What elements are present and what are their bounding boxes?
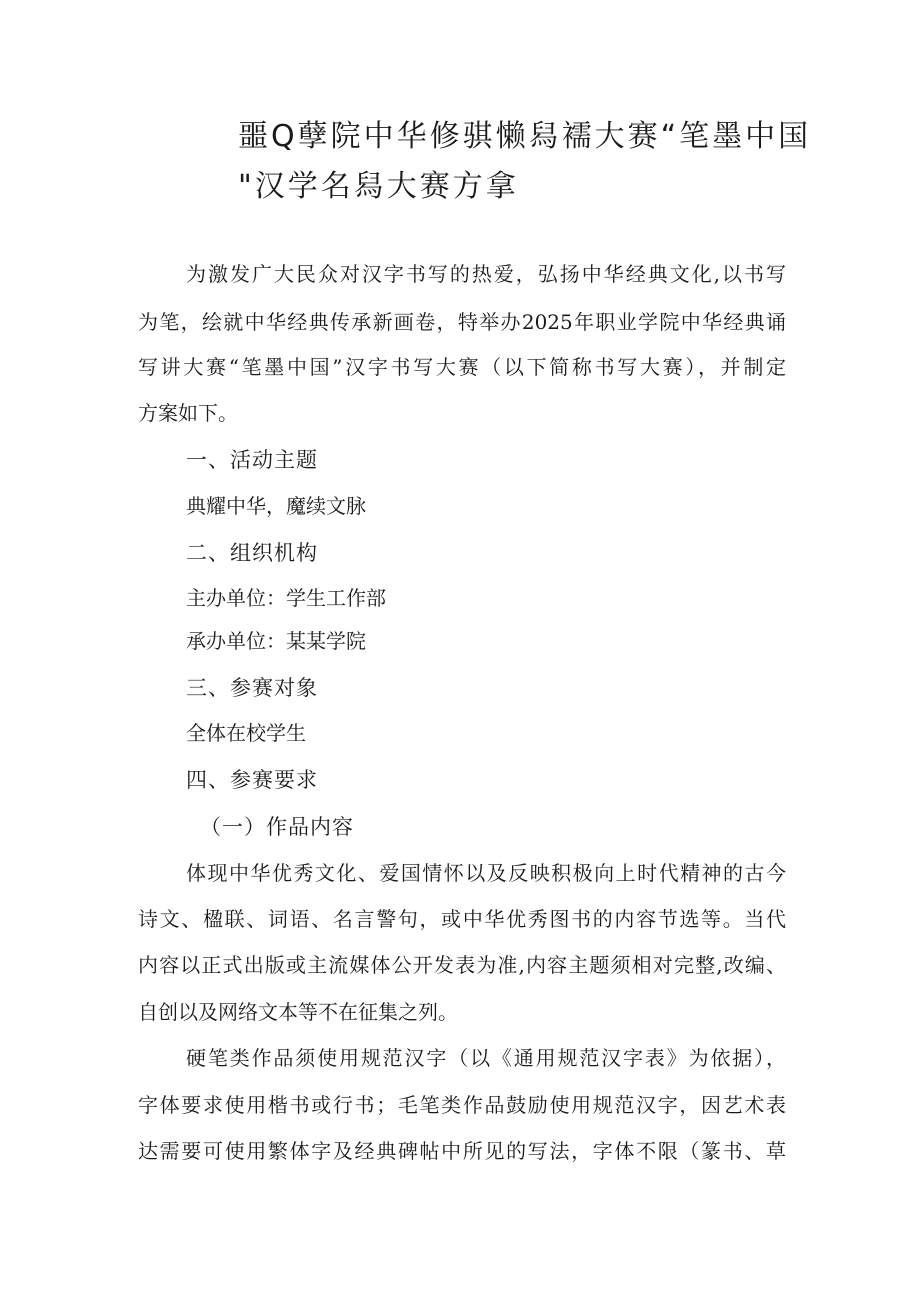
subsection-heading: （一）作品内容	[200, 815, 354, 839]
intro-line-3: 写讲大赛“笔墨中国”汉字书写大赛（以下简称书写大赛），并制定	[138, 355, 786, 379]
title-line-1: 噩Q孽院中华修骐懒舄襦大赛“笔墨中国	[238, 119, 812, 154]
intro-line-2: 为笔，绘就中华经典传承新画卷，特举办2025年职业学院中华经典诵	[138, 310, 786, 334]
section-3-text: 全体在校学生	[186, 721, 306, 745]
section-2-heading: 二、组织机构	[186, 541, 318, 565]
intro-line-1: 为激发广大民众对汉字书写的热爱，弘扬中华经典文化,以书写	[186, 262, 786, 286]
section-4-heading: 四、参赛要求	[186, 768, 318, 792]
organizer-unit: 承办单位：某某学院	[186, 629, 366, 653]
host-unit: 主办单位：学生工作部	[186, 586, 386, 610]
intro-line-4: 方案如下。	[138, 401, 238, 425]
content-para-1-line-1: 体现中华优秀文化、爱国情怀以及反映积极向上时代精神的古今	[186, 861, 786, 885]
section-1-text: 典耀中华，魔续文脉	[186, 494, 366, 518]
content-para-1-line-4: 自创以及网络文本等不在征集之列。	[138, 1000, 458, 1024]
content-para-2-line-3: 达需要可使用繁体字及经典碑帖中所见的写法，字体不限（篆书、草	[138, 1139, 786, 1163]
title-line-2: "汉学名舄大赛方拿	[238, 169, 519, 204]
content-para-1-line-3: 内容以正式出版或主流媒体公开发表为准,内容主题须相对完整,改编、	[138, 953, 786, 977]
section-1-heading: 一、活动主题	[186, 448, 318, 472]
content-para-1-line-2: 诗文、楹联、词语、名言警句，或中华优秀图书的内容节选等。当代	[138, 907, 786, 931]
content-para-2-line-1: 硬笔类作品须使用规范汉字（以《通用规范汉字表》为依据），	[186, 1046, 786, 1070]
section-3-heading: 三、参赛对象	[186, 676, 318, 700]
document-title	[238, 112, 812, 212]
content-para-2-line-2: 字体要求使用楷书或行书；毛笔类作品鼓励使用规范汉字，因艺术表	[138, 1093, 786, 1117]
